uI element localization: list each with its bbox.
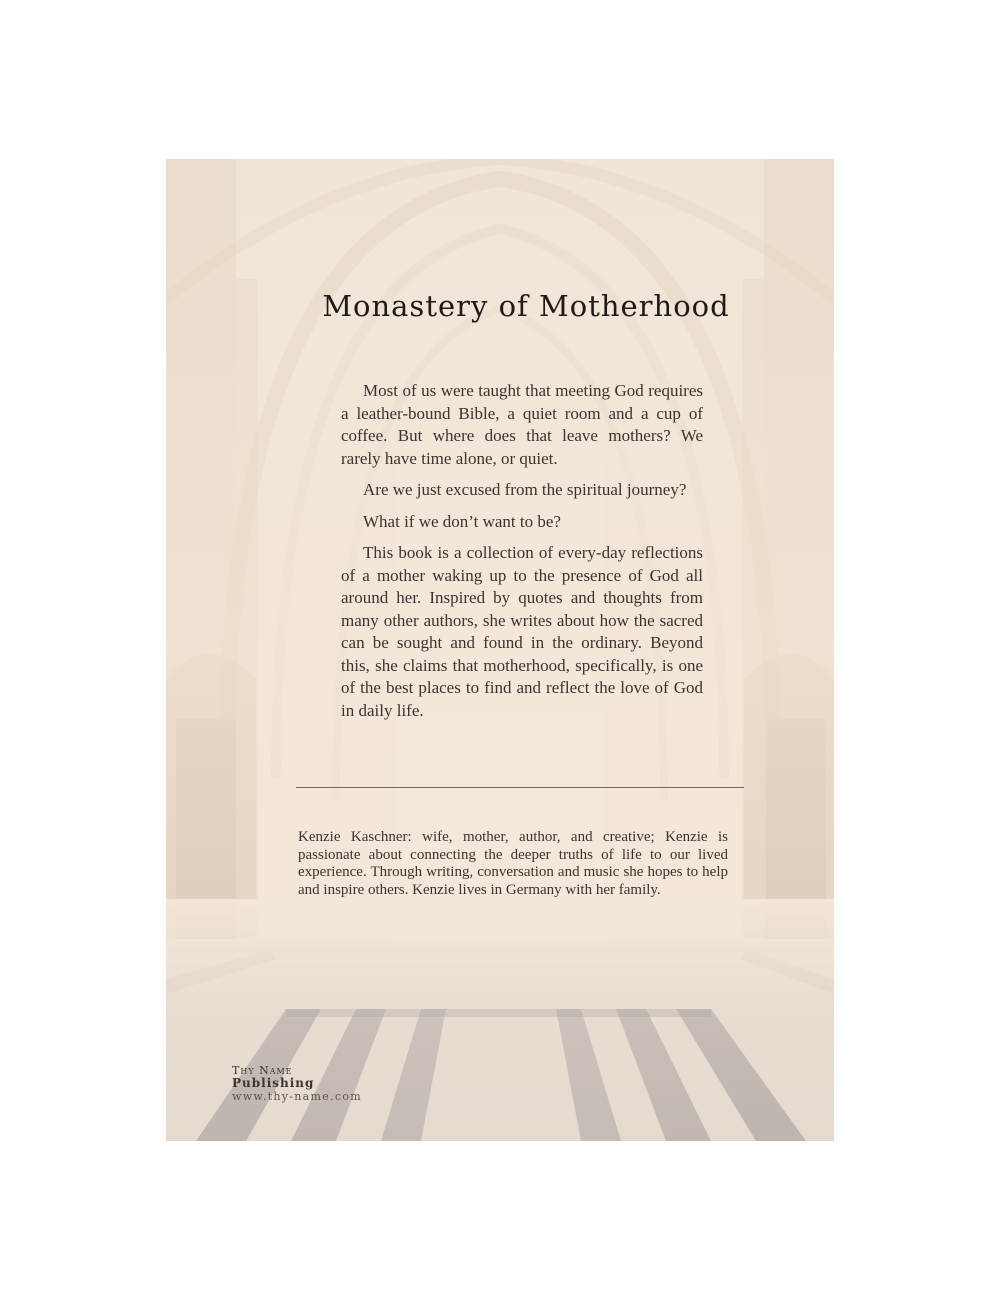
publisher-name-line1: Thy Name (232, 1064, 293, 1077)
book-back-cover (166, 159, 834, 1141)
blurb-paragraph: This book is a collection of every-day reflections of a mother waking up to the presence of God all around her. Inspired by quotes and thoughts from many other authors, she writes about how the sacred can be sought and found in the ordinary. Beyond this, she claims that motherhood, specifically, is one of the best places to find and reflect the love of God in daily life. (341, 543, 703, 720)
author-bio: Kenzie Kaschner: wife, mother, author, and creative; Kenzie is passionate about connecting the deeper truths of life to our lived experience. Through writing, conversation and music she hopes to help and inspire others. Kenzie lives in Germany with her family. (298, 829, 728, 898)
book-blurb (341, 380, 703, 731)
publisher-name-line2: Publishing (232, 1076, 315, 1090)
blurb-paragraph: Are we just excused from the spiritual journey? (363, 480, 687, 499)
divider-line (296, 787, 744, 788)
publisher-logo (232, 1064, 362, 1103)
book-title: Monastery of Motherhood (322, 289, 730, 323)
blurb-paragraph: What if we don’t want to be? (363, 511, 561, 531)
publisher-url: www.thy-name.com (232, 1090, 362, 1103)
blurb-paragraph: Most of us were taught that meeting God requires a leather-bound Bible, a quiet room and a cup of coffee. But where does that leave mothers? We rarely have time alone, or quiet. (341, 381, 703, 468)
